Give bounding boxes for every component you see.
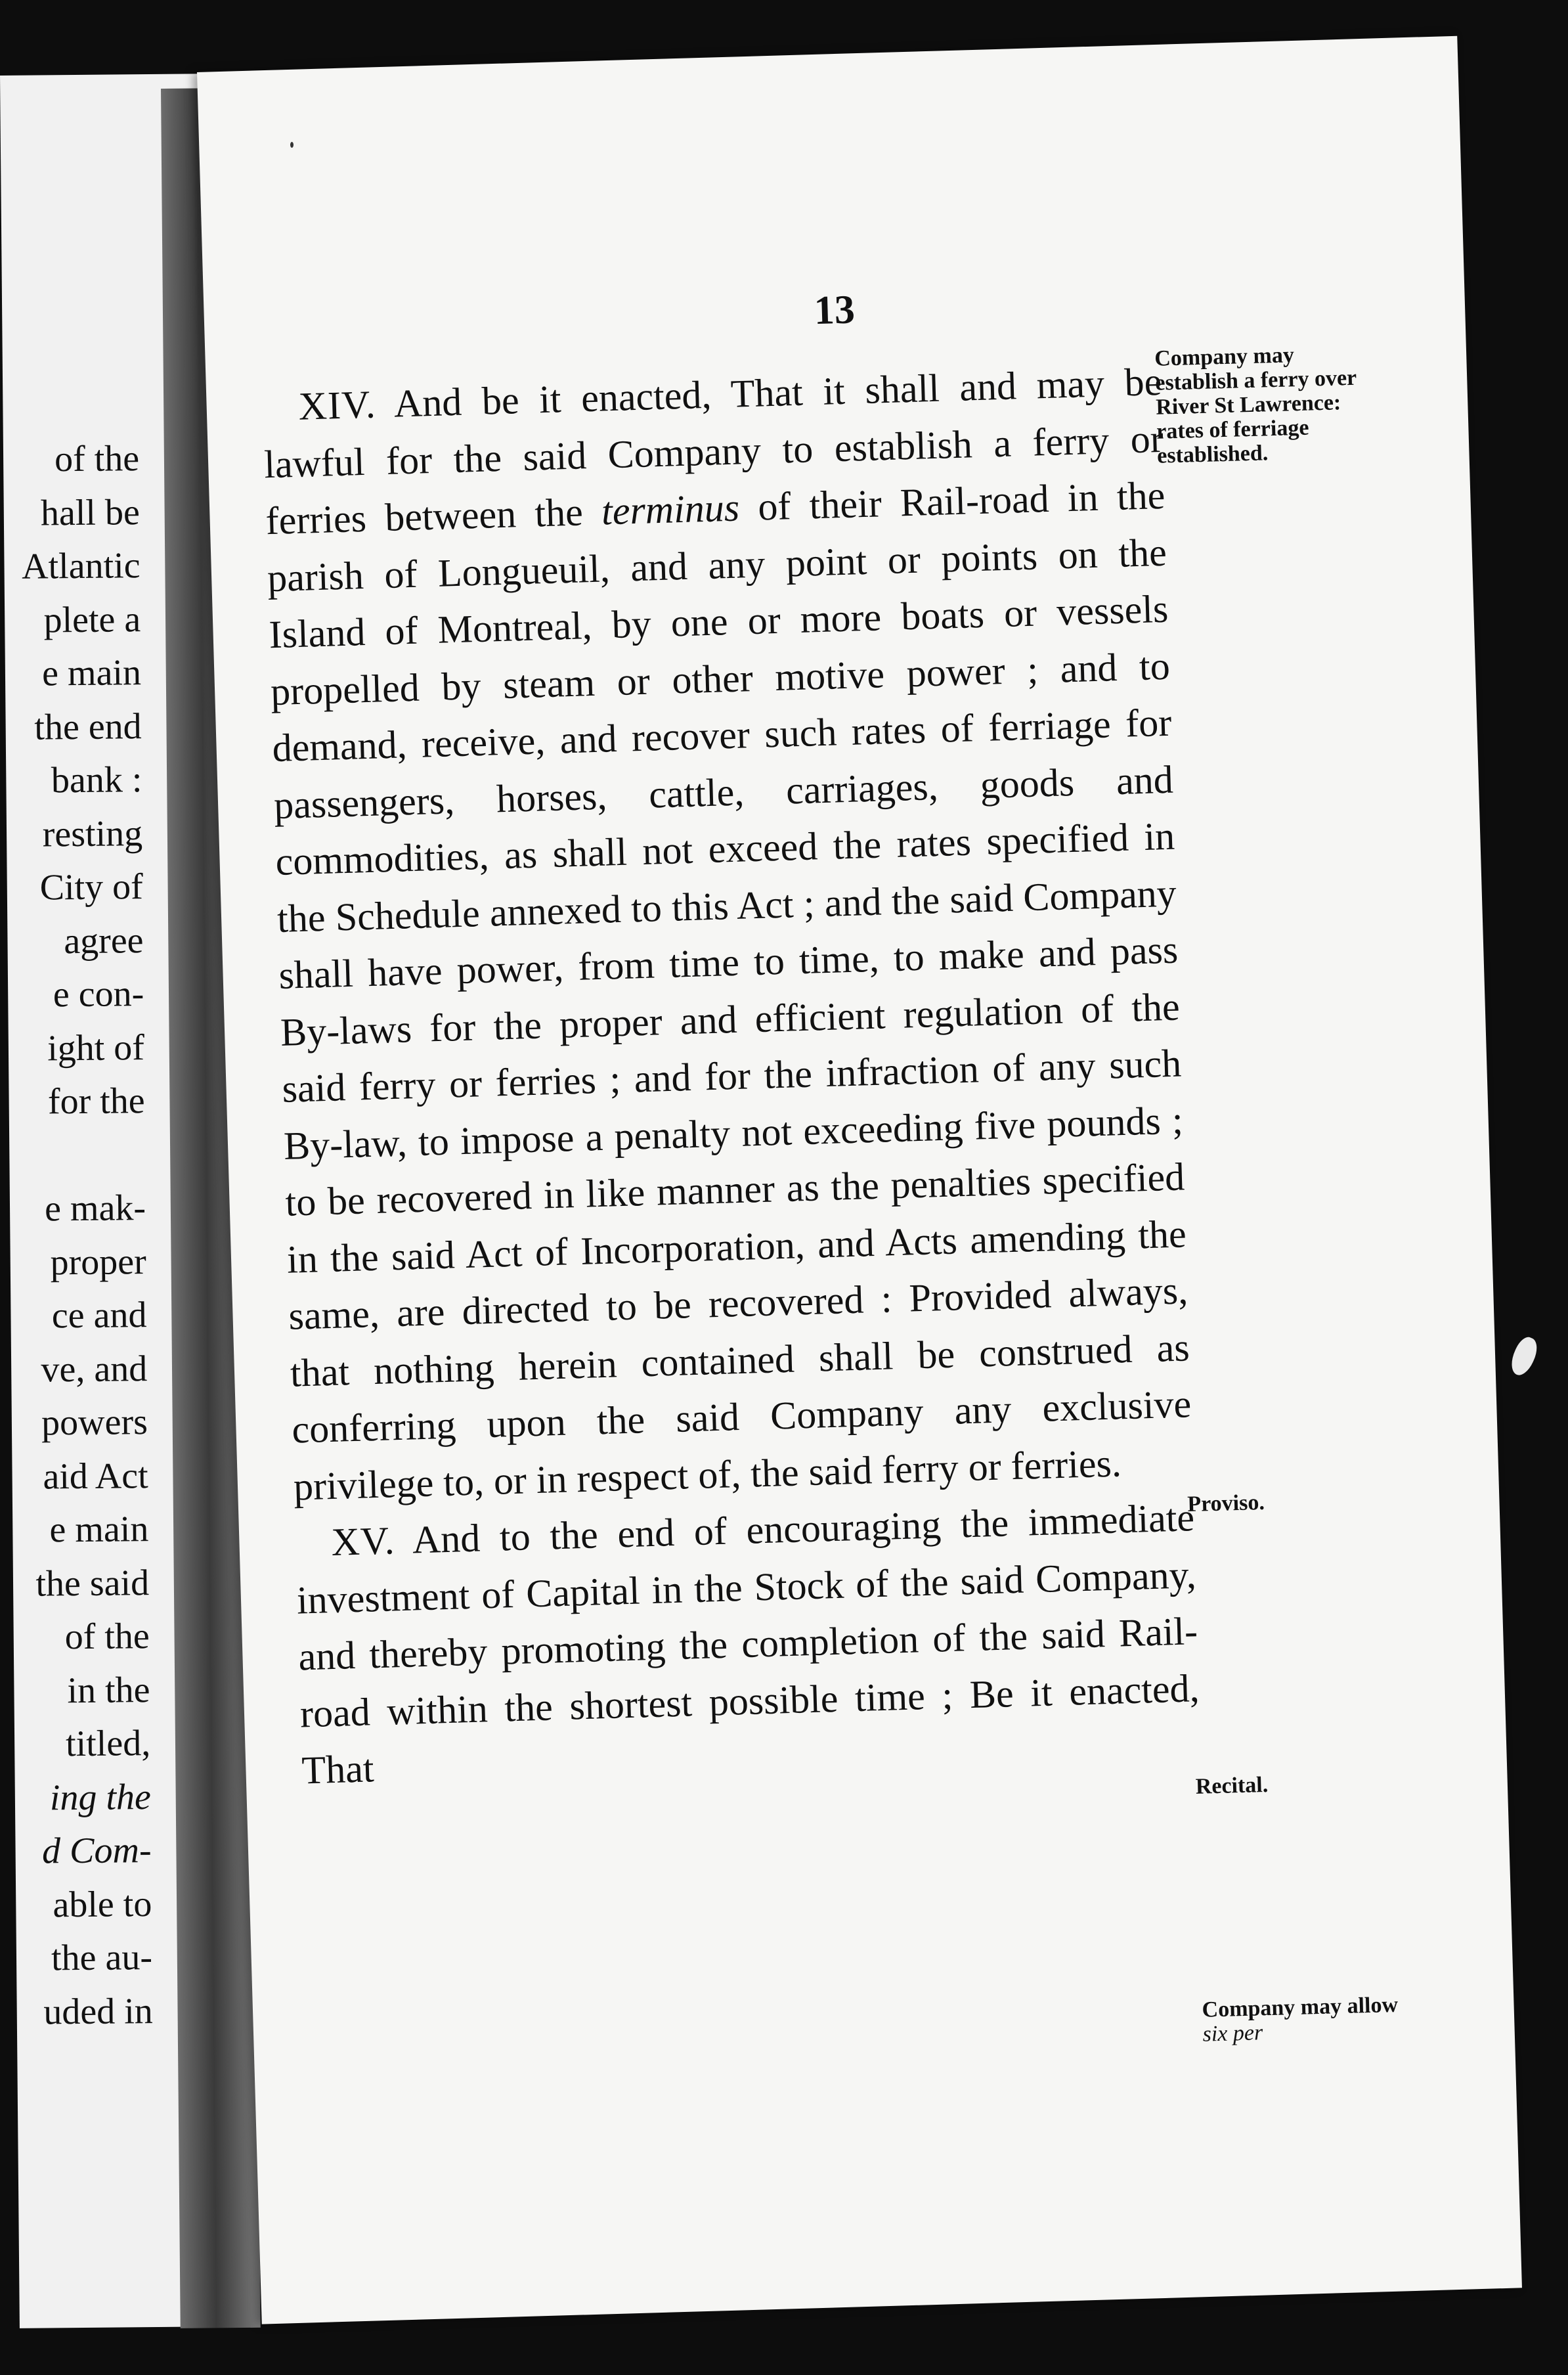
previous-page-line: powers [41, 1402, 148, 1444]
sidenote-recital: Recital. [1195, 1772, 1269, 1799]
sidenote-proviso: Proviso. [1187, 1490, 1265, 1517]
previous-page-text [0, 432, 153, 2041]
marginal-notes [1154, 341, 1399, 2047]
previous-page-line: agree [64, 920, 144, 962]
previous-page-line: City of [39, 866, 144, 908]
body-text [261, 353, 1202, 1799]
previous-page-line: ight of [47, 1027, 145, 1069]
page [197, 36, 1522, 2324]
section-xiv-numeral: XIV. [297, 382, 377, 428]
previous-page-line: of the [64, 1616, 150, 1658]
section-xiv-text: And be it enacted, That it shall and may be lawful for the said Company to establish a ferry or ferries between the terminus of their Rail-road in the parish of Longueuil, and any point or points on the Island of Montreal, by one or more boats or vessels propelled by steam or other motive power ; and to demand, receive, and recover such rates of ferriage for passengers, horses, cattle, carriages, goods and commodities, as shall not exceed the rates specified in the Schedule annexed to this Act ; and the said Company shall have power, from time to time, to make and pass By-laws for the proper and efficient regulation of the said ferry or ferries ; and for the infraction of any such By-law, to impose a penalty not exceeding five pounds ; to be recovered in like manner as the penalties specified in the said Act of Incorporation, and Acts amending the same, are directed to be recovered : Provided always, that nothing herein contained shall be construed as conferring upon the said Company any exclusive privilege to, or in respect of, the said ferry or ferries. [263, 359, 1192, 1509]
previous-page-line: d Com- [41, 1830, 152, 1872]
sidenote-allow-prefix: Company may allow [1202, 1992, 1399, 2022]
page-number: 13 [813, 287, 856, 334]
previous-page-line: in the [67, 1669, 150, 1711]
previous-page-line: for the [47, 1080, 145, 1122]
previous-page-line: plete a [43, 598, 141, 640]
previous-page-line: e con- [53, 973, 144, 1015]
previous-page-line: ing the [49, 1776, 152, 1818]
section-xv-text: And to the end of encouraging the immediate investment of Capital in the Stock of the said Company, and thereby promoting the completion of the said Rail-road within the shortest possible time ; Be it enacted, That [296, 1496, 1200, 1792]
previous-page-line: bank : [51, 759, 142, 801]
previous-page-line [0, 1128, 146, 1186]
section-xv [294, 1489, 1202, 1799]
previous-page-line: e mak- [44, 1188, 146, 1230]
previous-page-line: resting [42, 812, 143, 855]
previous-page-line: titled, [65, 1723, 151, 1765]
previous-page-line: Atlantic [21, 545, 141, 587]
previous-page-line: the said [35, 1562, 150, 1605]
sidenote-allow [1202, 1992, 1420, 2047]
previous-page-line: ve, and [41, 1348, 148, 1390]
previous-page-line: e main [41, 652, 142, 694]
sidenote-allow-italic: six per [1202, 2020, 1263, 2047]
previous-page-line: ce and [51, 1295, 147, 1337]
previous-page-line: e main [49, 1509, 149, 1551]
ink-dot [290, 142, 294, 148]
italic-term: terminus [601, 485, 740, 533]
previous-page-line: of the [54, 438, 140, 480]
previous-page-line: aid Act [43, 1455, 148, 1498]
previous-page-line: proper [50, 1241, 147, 1283]
previous-page-line: uded in [43, 1990, 153, 2033]
previous-page-line: the au- [51, 1937, 153, 1979]
previous-page-line: the end [34, 705, 142, 748]
section-xv-numeral: XV. [330, 1519, 396, 1565]
previous-page-line: able to [53, 1883, 152, 1925]
previous-page-line: hall be [40, 491, 141, 533]
sidenote-ferry: Company may establish a ferry over River St Lawrence: rates of ferriage established. [1154, 343, 1357, 468]
section-xiv [261, 353, 1193, 1515]
paper-speck [1506, 1334, 1542, 1379]
